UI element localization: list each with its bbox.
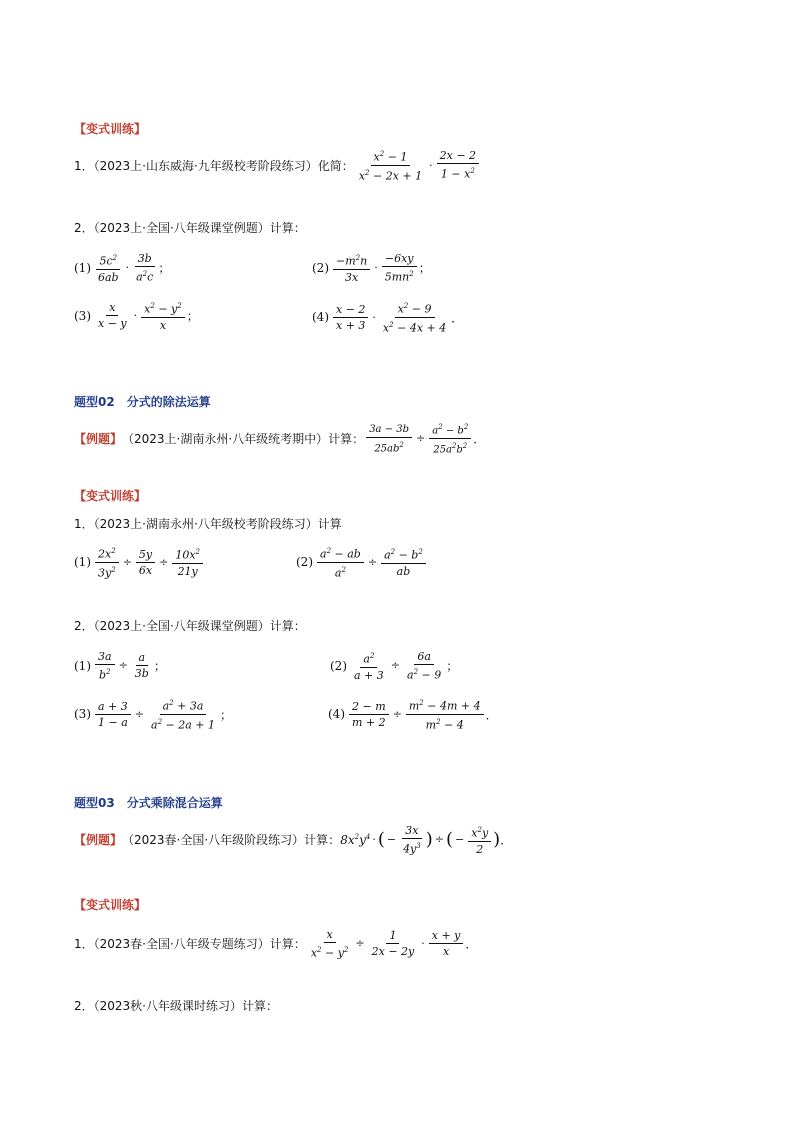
example-03: 【例题】 （2023春·全国·八年级阶段练习）计算： $8x^2y^4$ · ( − $\frac{3x}{4y^3}$ ) ÷ ( − $\frac{x^2y}{2}$ ) ． (74, 824, 513, 856)
topic-03-heading: 题型03 分式乘除混合运算 (74, 796, 223, 810)
example-02: 【例题】 （2023上·湖南永州·八年级统考期中）计算： $\frac{3a - 3b}{25ab^2}$ ÷ $\frac{a^2 - b^2}{25a^2b^2}$ ． (74, 423, 486, 456)
q2-2-part-2: (2) $\frac{a^2}{a + 3}$ ÷ $\frac{6a}{a^2 - 9}$ ； (330, 650, 459, 682)
fraction: $\frac{2x - 2}{1 - x^2}$ (437, 149, 479, 181)
question-2-1: 1．（2023上·湖南永州·八年级校考阶段练习）计算 (74, 517, 342, 531)
question-1-1: 1．（2023上·山东威海·九年级校考阶段练习）化简： $\frac{x^2 - 1}{x^2 - 2x + 1}$ · $\frac{2x - 2}{1 - x^2}$ (74, 148, 481, 182)
q2-1-part-2: (2) $\frac{a^2 - ab}{a^2}$ ÷ $\frac{a^2 - b^2}{ab}$ (296, 545, 428, 579)
q2-2-part-1: (1) $\frac{3a}{b^2}$ ÷ $\frac{a}{3b}$ ； (74, 650, 166, 682)
question-2-2: 2．（2023上·全国·八年级课堂例题）计算： (74, 619, 306, 633)
section-label-variant-2: 【变式训练】 (74, 489, 147, 503)
topic-02-heading: 题型02 分式的除法运算 (74, 395, 211, 409)
fraction: $\frac{x^2 - 1}{x^2 - 2x + 1}$ (358, 150, 423, 183)
q1-2-part-4: (4) $\frac{x - 2}{x + 3}$ · $\frac{x^2 - 9}{x^2 - 4x + 4}$ ． (312, 302, 464, 335)
section-label-variant-3: 【变式训练】 (74, 898, 147, 912)
q1-2-part-3: (3) $\frac{x}{x - y}$ · $\frac{x^2 - y^2}{x}$ ； (74, 301, 199, 332)
question-3-2: 2．（2023秋·八年级课时练习）计算： (74, 999, 278, 1013)
section-label-variant-1: 【变式训练】 (74, 122, 147, 136)
question-3-1: 1．（2023春·全国·八年级专题练习）计算： $\frac{x}{x^2 - y^2}$ ÷ $\frac{1}{2x - 2y}$ · $\frac{x + y}{x}$ ． (74, 928, 478, 960)
question-1-2: 2．（2023上·全国·八年级课堂例题）计算： (74, 221, 306, 235)
q2-1-part-1: (1) $\frac{2x^2}{3y^2}$ ÷ $\frac{5y}{6x}$ ÷ $\frac{10x^2}{21y}$ (74, 545, 205, 579)
q1-2-part-2: (2) $\frac{-m^2n}{3x}$ · $\frac{-6xy}{5mn^2}$ ； (312, 252, 431, 284)
q1-2-part-1: (1) $\frac{5c^2}{6ab}$ · $\frac{3b}{a^2c}$ ； (74, 252, 171, 284)
q2-2-part-3: (3) $\frac{a + 3}{1 - a}$ ÷ $\frac{a^2 + 3a}{a^2 - 2a + 1}$ ； (74, 699, 233, 732)
q2-2-part-4: (4) $\frac{2 - m}{m + 2}$ ÷ $\frac{m^2 - 4m + 4}{m^2 - 4}$ ． (328, 699, 498, 732)
